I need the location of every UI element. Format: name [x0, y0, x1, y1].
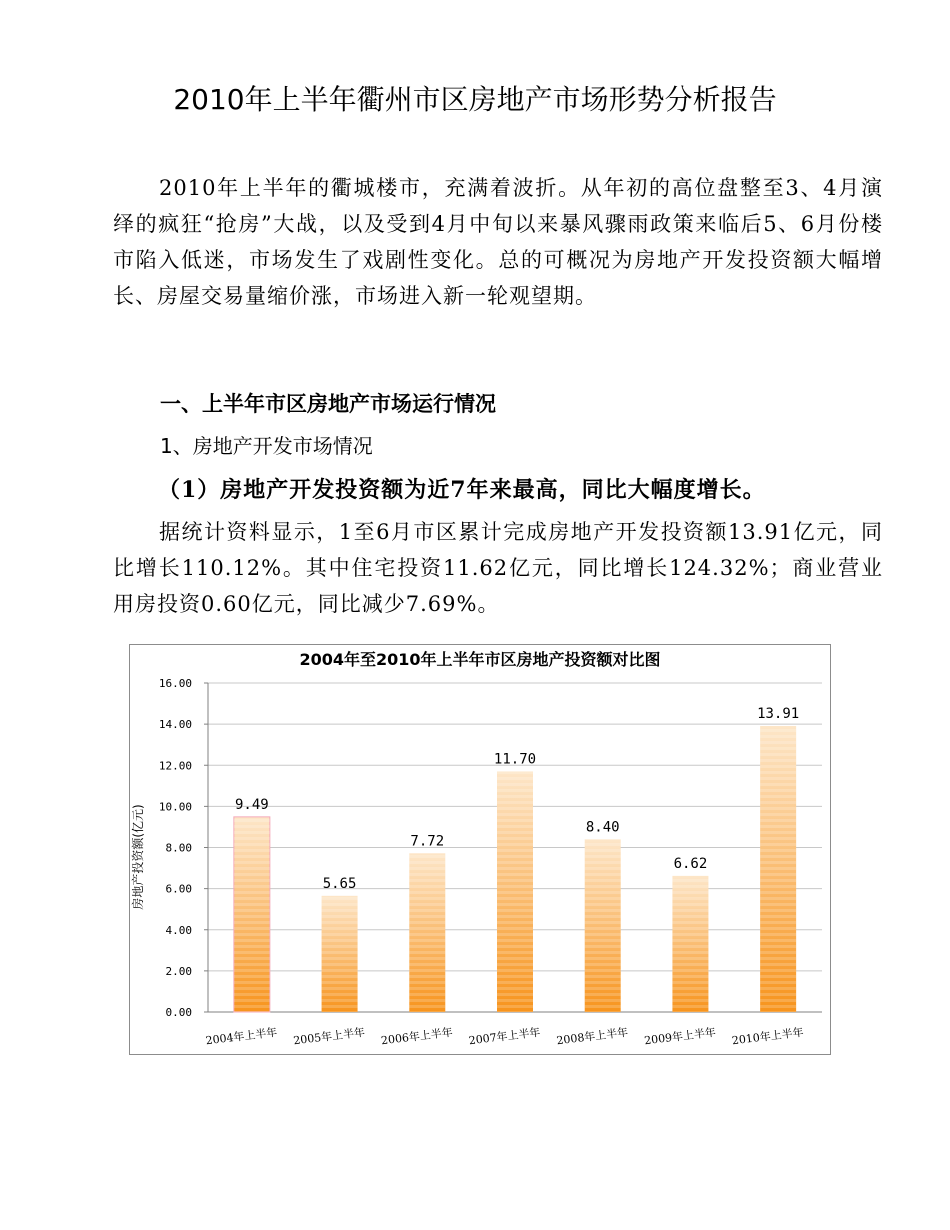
bar-texture	[672, 876, 708, 1012]
bar-value-label: 6.62	[673, 855, 708, 872]
y-tick-label: 16.00	[158, 677, 192, 690]
bar-value-label: 8.40	[585, 819, 620, 836]
bar-texture	[409, 853, 445, 1012]
chart-svg	[130, 645, 830, 1054]
x-category-label: 2010年上半年	[731, 1025, 805, 1048]
x-category-label: 2006年上半年	[380, 1025, 454, 1048]
y-tick-label: 8.00	[165, 841, 192, 855]
investment-paragraph: 据统计资料显示，1至6月市区累计完成房地产开发投资额13.91亿元，同比增长110.12%。其中住宅投资11.62亿元，同比增长124.32%；商业营业用房投资0.60亿元，同比减少7.69%。	[113, 520, 883, 616]
x-category-label: 2008年上半年	[555, 1025, 629, 1048]
bar-texture	[234, 817, 270, 1012]
y-tick-label: 10.00	[158, 800, 192, 814]
y-tick-label: 4.00	[165, 923, 192, 937]
point-heading: （1）房地产开发投资额为近7年来最高，同比大幅度增长。	[158, 477, 766, 503]
x-category-label: 2009年上半年	[643, 1025, 717, 1048]
intro-paragraph: 2010年上半年的衢城楼市，充满着波折。从年初的高位盘整至3、4月演绎的疯狂“抢房”大战，以及受到4月中旬以来暴风骤雨政策来临后5、6月份楼市陷入低迷，市场发生了戏剧性变化。总的可概况为房地产开发投资额大幅增长、房屋交易量缩价涨，市场进入新一轮观望期。	[113, 176, 883, 308]
y-tick-label: 2.00	[165, 964, 192, 978]
bar-value-label: 13.91	[757, 705, 800, 722]
subsection-heading: 1、房地产开发市场情况	[160, 434, 373, 458]
x-category-label: 2005年上半年	[292, 1025, 366, 1048]
y-tick-label: 0.00	[165, 1006, 192, 1019]
y-tick-label: 6.00	[165, 882, 192, 896]
x-category-label: 2007年上半年	[468, 1025, 542, 1048]
bar-value-label: 9.49	[234, 796, 269, 813]
bar-value-label: 11.70	[493, 751, 537, 768]
y-axis-label: 房地产投资额(亿元)	[131, 804, 145, 910]
bar-value-label: 7.72	[410, 833, 445, 850]
y-tick-label: 12.00	[158, 759, 192, 773]
document-title: 2010年上半年衢州市区房地产市场形势分析报告	[173, 83, 777, 116]
section-heading: 一、上半年市区房地产市场运行情况	[160, 392, 496, 416]
x-category-label: 2004年上半年	[204, 1025, 278, 1048]
bar-texture	[322, 896, 358, 1012]
bar-texture	[497, 771, 533, 1012]
chart-title: 2004年至2010年上半年市区房地产投资额对比图	[299, 650, 661, 669]
y-tick-label: 14.00	[158, 718, 192, 732]
bar-texture	[585, 839, 621, 1012]
investment-chart	[129, 644, 831, 1055]
bar-value-label: 5.65	[322, 875, 357, 892]
bar-texture	[760, 726, 796, 1012]
